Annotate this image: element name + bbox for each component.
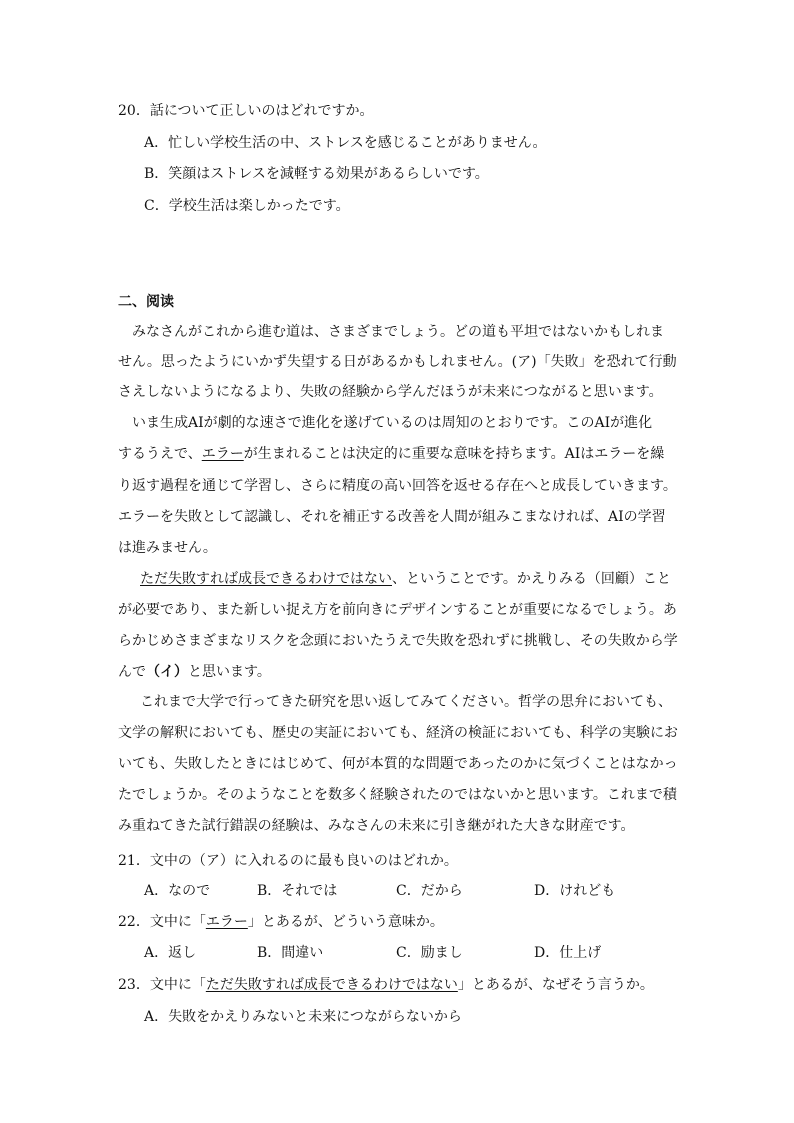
p2-line-2: [118, 444, 664, 464]
p2-line-5: は進みません。: [118, 540, 217, 556]
underlined-phrase: ただ失敗すれば成長できるわけではない: [140, 571, 392, 587]
p1-line-2: せん。思ったようにいかず失望する日があるかもしれません。(ア)「失敗」を恐れて行動: [118, 354, 677, 370]
q22-underlined-term: エラー: [205, 914, 248, 930]
p3-line-3: らかじめさまざまなリスクを念頭においたうえで失敗を恐れずに挑戦し、その失敗から学: [118, 633, 678, 649]
p4-line-4: たでしょうか。そのようなことを数多く経験されたのではないかと思います。これまで積: [118, 787, 677, 803]
p3-line-4-pre: んで: [118, 664, 146, 680]
p1-line-3: さえしないようになるより、失敗の経験から学んだほうが未来につながると思います。: [118, 384, 663, 400]
underlined-error: エラー: [201, 446, 244, 462]
p3-line-4: [118, 662, 271, 682]
q23-question-pre: 23．文中に「: [118, 977, 206, 993]
p2-line-3: り返す過程を通じて学習し、さらに精度の高い回答を返せる存在へと成長していきます。: [118, 478, 677, 494]
p3-line-4-post: と思います。: [188, 664, 271, 680]
q22-question-pre: 22．文中に「: [118, 914, 206, 930]
p4-line-1: これまで大学で行ってきた研究を思い返してみてください。哲学の思弁においても、: [140, 694, 672, 710]
q21-option-c: C．だから: [396, 883, 463, 899]
q21-option-a: A．なので: [144, 883, 211, 899]
p3-line-2: が必要であり、また新しい捉え方を前向きにデザインすることが重要になるでしょう。あ: [118, 602, 677, 618]
q22-question: [118, 912, 444, 932]
q20-option-a: A．忙しい学校生活の中、ストレスを感じることがありません。: [144, 135, 547, 151]
q23-underlined-phrase: ただ失敗すれば成長できるわけではない: [205, 977, 458, 993]
q22-option-d: D．仕上げ: [534, 945, 602, 961]
p2-line-1: いま生成AIが劇的な速さで進化を遂げているのは周知のとおりです。このAIが進化: [132, 415, 653, 431]
p4-line-2: 文学の解釈においても、歴史の実証においても、経済の検証においても、科学の実験にお: [118, 725, 678, 741]
reading-heading: 二、阅读: [118, 294, 174, 310]
p2-line-2-pre: するうえで、: [118, 446, 202, 462]
p4-line-3: いても、失敗したときにはじめて、何が本質的な問題であったのかに気づくことはなかっ: [118, 756, 678, 772]
q21-question: 21．文中の（ア）に入れるのに最も良いのはどれか。: [118, 853, 458, 869]
p2-line-2-post: が生まれることは決定的に重要な意味を持ちます。AIはエラーを繰: [243, 446, 665, 462]
q23-question: [118, 975, 654, 995]
q23-option-a: A．失敗をかえりみないと未来につながらないから: [144, 1009, 462, 1025]
q20-question: 20．話について正しいのはどれですか。: [118, 103, 374, 119]
q22-option-a: A．返し: [144, 945, 197, 961]
q20-option-c: C．学校生活は楽しかったです。: [144, 198, 350, 214]
q22-question-post: 」とあるが、どういう意味か。: [247, 914, 444, 930]
p3-line-1: [140, 569, 671, 589]
q20-option-b: B．笑顔はストレスを減軽する効果があるらしいです。: [144, 166, 489, 182]
q22-option-c: C．励まし: [396, 945, 463, 961]
p3-line-1-post: 、ということです。かえりみる（回顧）こと: [392, 571, 671, 587]
q21-option-b: B．それでは: [257, 883, 338, 899]
p4-line-5: み重ねてきた試行錯誤の経験は、みなさんの未来に引き継がれた大きな財産です。: [118, 818, 635, 834]
blank-i: （イ）: [146, 664, 188, 680]
p2-line-4: エラーを失敗として認識し、それを補正する改善を人間が組みこまなければ、AIの学習: [118, 509, 666, 525]
p1-line-1: みなさんがこれから進む道は、さまざまでしょう。どの道も平坦ではないかもしれま: [132, 324, 664, 340]
q21-option-d: D．けれども: [534, 883, 616, 899]
q22-option-b: B．間違い: [257, 945, 324, 961]
q23-question-post: 」とあるが、なぜそう言うか。: [457, 977, 654, 993]
